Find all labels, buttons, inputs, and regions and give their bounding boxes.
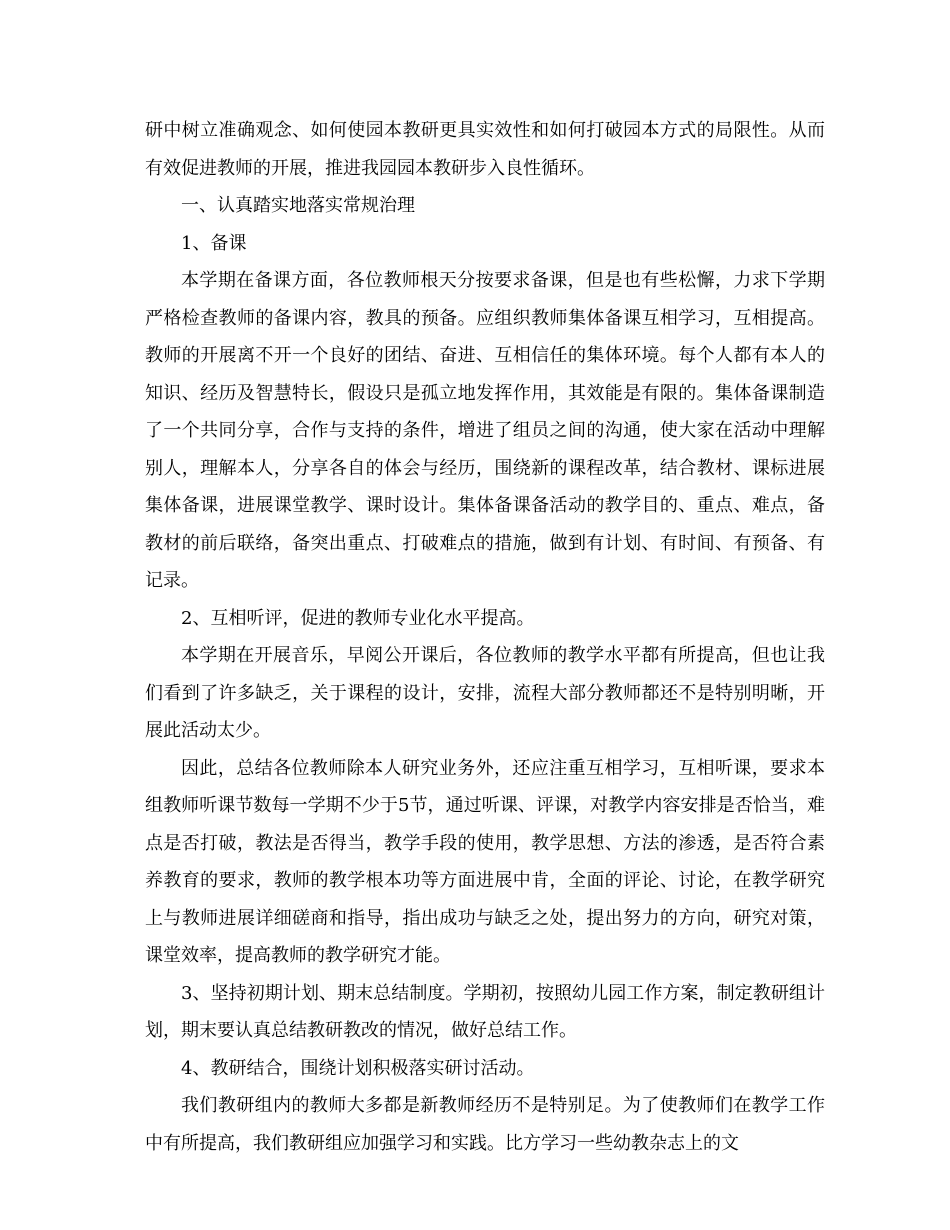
paragraph-intro-continuation: 研中树立准确观念、如何使园本教研更具实效性和如何打破园本方式的局限性。从而有效促进教师的开展，推进我园园本教研步入良性循环。	[145, 120, 825, 179]
paragraph-plan-summary-system: 3、坚持初期计划、期末总结制度。学期初，按照幼儿园工作方案，制定教研组计划，期末要认真总结教研教改的情况，做好总结工作。	[145, 982, 825, 1041]
paragraph-mutual-learning: 因此，总结各位教师除本人研究业务外，还应注重互相学习，互相听课，要求本组教师听课节数每一学期不少于5节，通过听课、评课，对教学内容安排是否恰当，难点是否打破，教法是否得当，教学手段的使用，教学思想、方法的渗透，是否符合素养教育的要求，教师的教学根本功等方面进展中肯，全面的评论、讨论，在教学研究上与教师进展详细磋商和指导，指出成功与缺乏之处，提出努力的方向，研究对策，课堂效率，提高教师的教学研究才能。	[145, 757, 825, 966]
subheading-lesson-preparation: 1、备课	[181, 232, 247, 254]
subheading-mutual-evaluation: 2、互相听评，促进的教师专业化水平提高。	[181, 607, 535, 629]
paragraph-lesson-preparation: 本学期在备课方面，各位教师根天分按要求备课，但是也有些松懈，力求下学期严格检查教师的备课内容，教具的预备。应组织教师集体备课互相学习，互相提高。教师的开展离不开一个良好的团结、奋进、互相信任的集体环境。每个人都有本人的知识、经历及智慧特长，假设只是孤立地发挥作用，其效能是有限的。集体备课制造了一个共同分享，合作与支持的条件，增进了组员之间的沟通，使大家在活动中理解别人，理解本人，分享各自的体会与经历，围绕新的课程改革，结合教材、课标进展集体备课，进展课堂教学、课时设计。集体备课备活动的教学目的、重点、难点，备教材的前后联络，备突出重点、打破难点的措施，做到有计划、有时间、有预备、有记录。	[145, 270, 825, 591]
subheading-research-activities: 4、教研结合，围绕计划积极落实研讨活动。	[181, 1057, 535, 1079]
paragraph-open-class-review: 本学期在开展音乐，早阅公开课后，各位教师的教学水平都有所提高，但也让我们看到了许多缺乏，关于课程的设计，安排，流程大部分教师都还不是特别明晰，开展此活动太少。	[145, 645, 825, 741]
section-heading-routine-management: 一、认真踏实地落实常规治理	[181, 195, 415, 216]
paragraph-new-teachers: 我们教研组内的教师大多都是新教师经历不是特别足。为了使教师们在教学工作中有所提高，我们教研组应加强学习和实践。比方学习一些幼教杂志上的文	[145, 1095, 825, 1154]
document-body	[145, 112, 825, 1162]
